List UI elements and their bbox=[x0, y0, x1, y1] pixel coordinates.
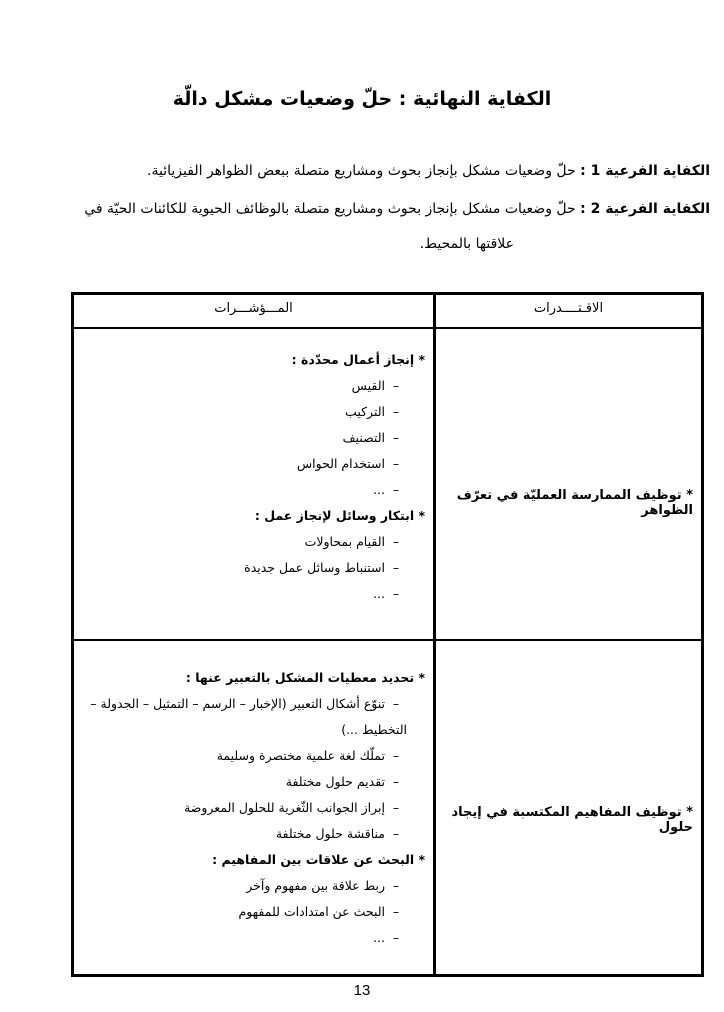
indicator-group-heading: * تحديد معطيات المشكل بالتعبير عنها : bbox=[185, 670, 425, 685]
header-capacities: الاقـتــــدرات bbox=[533, 301, 604, 316]
indicator-item: –التصنيف bbox=[342, 430, 400, 445]
sub-competency-1-text: حلّ وضعيات مشكل بإنجاز بحوث ومشاريع متصلة ببعض الظواهر الفيزيائية. bbox=[147, 163, 576, 179]
sub-competency-1-label: الكفاية الفرعية 1 : bbox=[580, 163, 710, 179]
indicator-item: –تملّك لغة علمية مختصرة وسليمة bbox=[216, 748, 400, 763]
sub-competency-1 bbox=[70, 161, 710, 181]
indicator-item: –... bbox=[373, 930, 400, 945]
sub-competency-2-text: حلّ وضعيات مشكل بإنجاز بحوث ومشاريع متصلة بالوظائف الحيوية للكائنات الحيّة في bbox=[84, 201, 576, 217]
indicator-item: –استخدام الحواس bbox=[296, 456, 400, 471]
indicator-group-heading: * ابتكار وسائل لإنجاز عمل : bbox=[254, 508, 425, 523]
sub-competency-2-label: الكفاية الفرعية 2 : bbox=[580, 201, 710, 217]
indicator-item: –استنباط وسائل عمل جديدة bbox=[244, 560, 400, 575]
indicators-1 bbox=[70, 347, 425, 607]
indicator-item: –... bbox=[373, 482, 400, 497]
indicator-item: –ربط علاقة بين مفهوم وآخر bbox=[246, 878, 400, 893]
indicator-item: –... bbox=[373, 586, 400, 601]
indicator-item: –إبراز الجوانب الثّغرية للحلول المعروضة bbox=[184, 800, 400, 815]
indicators-2 bbox=[70, 665, 425, 951]
column-divider bbox=[433, 295, 436, 974]
capacity-1: * توظيف الممارسة العمليّة في تعرّف الظواهر bbox=[456, 488, 693, 518]
indicator-item: –تقديم حلول مختلفة bbox=[285, 774, 400, 789]
page-number: 13 bbox=[353, 982, 371, 999]
indicator-item: –مناقشة حلول مختلفة bbox=[275, 826, 400, 841]
competency-table bbox=[71, 292, 704, 977]
header-divider bbox=[74, 327, 701, 329]
indicator-item: –البحث عن امتدادات للمفهوم bbox=[238, 904, 400, 919]
indicator-group-heading: * البحث عن علاقات بين المفاهيم : bbox=[212, 852, 425, 867]
header-indicators: المـــؤشـــرات bbox=[214, 301, 293, 316]
page-title: الكفاية النهائية : حلّ وضعيات مشكل دالّة bbox=[172, 88, 552, 110]
sub-competency-2-continuation: علاقتها بالمحيط. bbox=[419, 236, 514, 252]
capacity-2: * توظيف المفاهيم المكتسبة في إيجاد حلول bbox=[451, 805, 693, 835]
indicator-item: –التركيب bbox=[345, 404, 400, 419]
indicator-group-heading: * إنجاز أعمال محدّدة : bbox=[291, 352, 425, 367]
indicator-item: –القيس bbox=[351, 378, 400, 393]
row-divider bbox=[74, 639, 701, 641]
indicator-item: –تنوّع أشكال التعبير (الإخبار – الرسم – التمثيل – الجدولة – التخطيط ...) bbox=[90, 696, 407, 737]
indicator-item: –القيام بمحاولات bbox=[304, 534, 400, 549]
sub-competency-2 bbox=[70, 199, 710, 219]
